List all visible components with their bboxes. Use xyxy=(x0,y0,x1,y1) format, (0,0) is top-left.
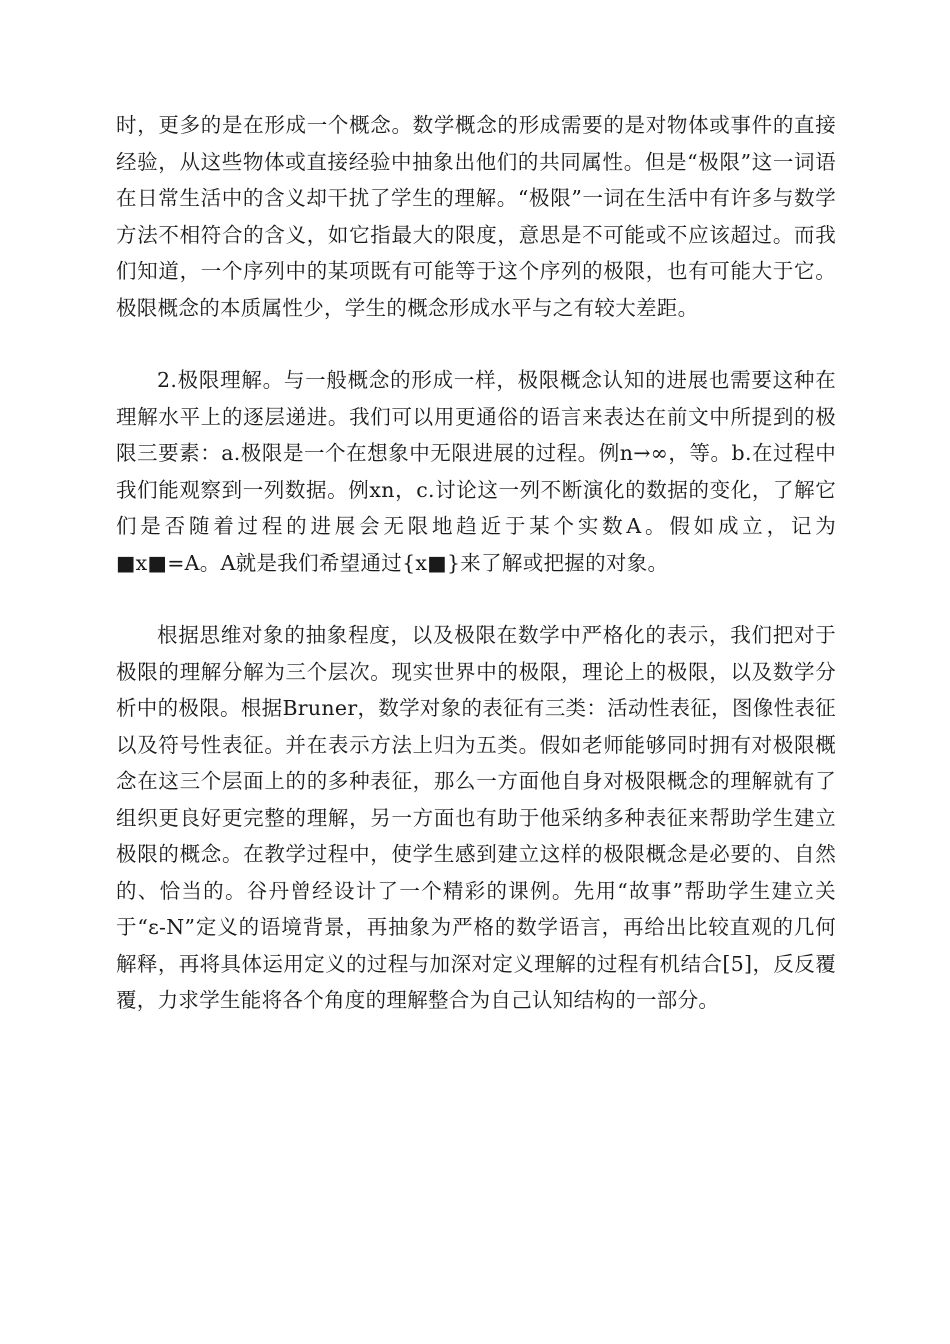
document-body xyxy=(116,107,836,1019)
paragraph-limit-understanding: 2.极限理解。与一般概念的形成一样，极限概念认知的进展也需要这种在理解水平上的逐层递进。我们可以用更通俗的语言来表达在前文中所提到的极限三要素：a.极限是一个在想象中无限进展的过程。例n→∞，等。b.在过程中我们能观察到一列数据。例xn，c.讨论这一列不断演化的数据的变化，了解它们是否随着过程的进展会无限地趋近于某个实数A。假如成立，记为■x■=A。A就是我们希望通过{x■}来了解或把握的对象。 xyxy=(116,368,836,575)
paragraph-abstraction-levels: 根据思维对象的抽象程度，以及极限在数学中严格化的表示，我们把对于极限的理解分解为三个层次。现实世界中的极限，理论上的极限，以及数学分析中的极限。根据Bruner，数学对象的表征有三类：活动性表征，图像性表征以及符号性表征。并在表示方法上归为五类。假如老师能够同时拥有对极限概念在这三个层面上的的多种表征，那么一方面他自身对极限概念的理解就有了组织更良好更完整的理解，另一方面也有助于他采纳多种表征来帮助学生建立极限的概念。在教学过程中，使学生感到建立这样的极限概念是必要的、自然的、恰当的。谷丹曾经设计了一个精彩的课例。先用“故事”帮助学生建立关于“ε-N”定义的语境背景，再抽象为严格的数学语言，再给出比较直观的几何解释，再将具体运用定义的过程与加深对定义理解的过程有机结合[5]，反反覆覆，力求学生能将各个角度的理解整合为自己认知结构的一部分。 xyxy=(116,623,836,1012)
paragraph-continuation: 时，更多的是在形成一个概念。数学概念的形成需要的是对物体或事件的直接经验，从这些物体或直接经验中抽象出他们的共同属性。但是“极限”这一词语在日常生活中的含义却干扰了学生的理解。“极限”一词在生活中有许多与数学方法不相符合的含义，如它指最大的限度，意思是不可能或不应该超过。而我们知道，一个序列中的某项既有可能等于这个序列的极限，也有可能大于它。极限概念的本质属性少，学生的概念形成水平与之有较大差距。 xyxy=(116,113,836,320)
